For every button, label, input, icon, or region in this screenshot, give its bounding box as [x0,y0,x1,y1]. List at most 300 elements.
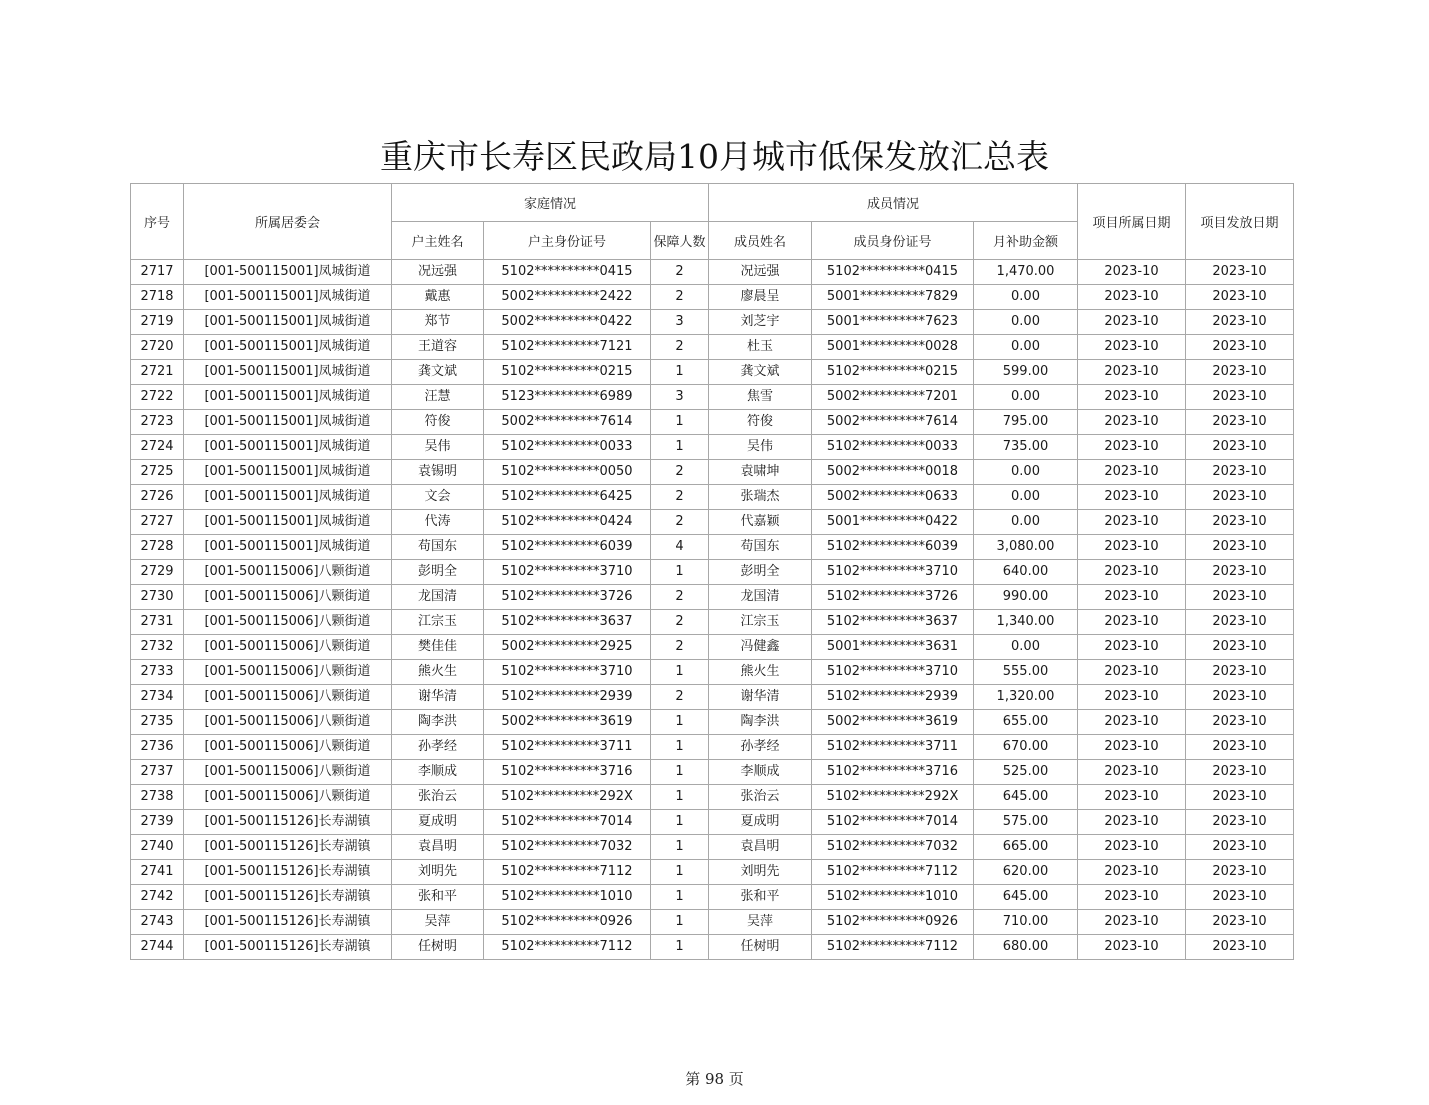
cell-member-name: 袁昌明 [709,835,812,860]
cell-item-date: 2023-10 [1078,460,1186,485]
cell-member-id: 5102**********6039 [812,535,974,560]
table-row [131,285,1294,310]
cell-issue-date: 2023-10 [1186,435,1294,460]
cell-item-date: 2023-10 [1078,610,1186,635]
cell-committee: [001-500115001]凤城街道 [184,435,392,460]
cell-covered: 2 [651,285,709,310]
cell-head-name: 吴伟 [392,435,484,460]
cell-covered: 2 [651,510,709,535]
cell-covered: 1 [651,760,709,785]
cell-issue-date: 2023-10 [1186,535,1294,560]
cell-seq: 2726 [131,485,184,510]
cell-covered: 1 [651,885,709,910]
cell-head-id: 5102**********0033 [484,435,651,460]
cell-issue-date: 2023-10 [1186,835,1294,860]
cell-seq: 2729 [131,560,184,585]
cell-head-id: 5002**********7614 [484,410,651,435]
cell-item-date: 2023-10 [1078,735,1186,760]
cell-member-name: 冯健鑫 [709,635,812,660]
cell-seq: 2731 [131,610,184,635]
cell-head-id: 5002**********3619 [484,710,651,735]
table-row [131,860,1294,885]
cell-seq: 2736 [131,735,184,760]
cell-item-date: 2023-10 [1078,810,1186,835]
cell-item-date: 2023-10 [1078,585,1186,610]
table-row [131,935,1294,960]
cell-issue-date: 2023-10 [1186,485,1294,510]
cell-committee: [001-500115006]八颗街道 [184,635,392,660]
cell-covered: 2 [651,685,709,710]
cell-seq: 2717 [131,260,184,285]
cell-subsidy: 575.00 [974,810,1078,835]
cell-issue-date: 2023-10 [1186,735,1294,760]
cell-head-name: 况远强 [392,260,484,285]
cell-member-id: 5001**********3631 [812,635,974,660]
cell-committee: [001-500115001]凤城街道 [184,310,392,335]
cell-head-id: 5102**********6039 [484,535,651,560]
cell-member-id: 5102**********0033 [812,435,974,460]
cell-committee: [001-500115001]凤城街道 [184,510,392,535]
cell-member-id: 5102**********3711 [812,735,974,760]
cell-seq: 2719 [131,310,184,335]
cell-head-name: 李顺成 [392,760,484,785]
cell-member-name: 李顺成 [709,760,812,785]
cell-head-name: 熊火生 [392,660,484,685]
table-row [131,360,1294,385]
cell-seq: 2737 [131,760,184,785]
cell-subsidy: 735.00 [974,435,1078,460]
cell-seq: 2718 [131,285,184,310]
cell-committee: [001-500115126]长寿湖镇 [184,860,392,885]
cell-head-name: 王道容 [392,335,484,360]
cell-seq: 2723 [131,410,184,435]
cell-issue-date: 2023-10 [1186,760,1294,785]
page-title: 重庆市长寿区民政局10月城市低保发放汇总表 [380,137,1049,176]
cell-item-date: 2023-10 [1078,510,1186,535]
cell-head-name: 彭明全 [392,560,484,585]
cell-subsidy: 0.00 [974,385,1078,410]
table-row [131,885,1294,910]
cell-committee: [001-500115001]凤城街道 [184,360,392,385]
cell-subsidy: 3,080.00 [974,535,1078,560]
cell-item-date: 2023-10 [1078,360,1186,385]
cell-member-id: 5001**********7623 [812,310,974,335]
header-family-group: 家庭情况 [392,184,709,222]
cell-head-name: 樊佳佳 [392,635,484,660]
header-head-name: 户主姓名 [392,222,484,260]
cell-head-id: 5002**********2422 [484,285,651,310]
cell-seq: 2732 [131,635,184,660]
cell-committee: [001-500115006]八颗街道 [184,585,392,610]
cell-head-id: 5102**********3726 [484,585,651,610]
cell-member-name: 廖晨呈 [709,285,812,310]
cell-covered: 1 [651,660,709,685]
table-row [131,835,1294,860]
cell-member-name: 张和平 [709,885,812,910]
cell-item-date: 2023-10 [1078,860,1186,885]
header-member-group: 成员情况 [709,184,1078,222]
cell-member-id: 5102**********3716 [812,760,974,785]
cell-item-date: 2023-10 [1078,310,1186,335]
header-head-id: 户主身份证号 [484,222,651,260]
cell-covered: 1 [651,860,709,885]
cell-head-id: 5102**********3637 [484,610,651,635]
table-row [131,560,1294,585]
cell-subsidy: 640.00 [974,560,1078,585]
cell-head-id: 5102**********0415 [484,260,651,285]
cell-member-id: 5001**********0422 [812,510,974,535]
cell-item-date: 2023-10 [1078,260,1186,285]
cell-committee: [001-500115006]八颗街道 [184,785,392,810]
cell-committee: [001-500115001]凤城街道 [184,460,392,485]
cell-issue-date: 2023-10 [1186,385,1294,410]
cell-head-id: 5102**********7121 [484,335,651,360]
cell-head-name: 张和平 [392,885,484,910]
cell-committee: [001-500115001]凤城街道 [184,335,392,360]
table-row [131,435,1294,460]
cell-issue-date: 2023-10 [1186,710,1294,735]
cell-seq: 2727 [131,510,184,535]
cell-head-name: 代涛 [392,510,484,535]
table-row [131,685,1294,710]
cell-committee: [001-500115126]长寿湖镇 [184,835,392,860]
cell-member-id: 5001**********7829 [812,285,974,310]
table-row [131,660,1294,685]
cell-committee: [001-500115001]凤城街道 [184,485,392,510]
cell-member-id: 5002**********3619 [812,710,974,735]
cell-seq: 2738 [131,785,184,810]
cell-head-id: 5102**********3710 [484,660,651,685]
cell-subsidy: 599.00 [974,360,1078,385]
cell-member-name: 刘明先 [709,860,812,885]
cell-head-name: 袁昌明 [392,835,484,860]
cell-seq: 2720 [131,335,184,360]
cell-seq: 2730 [131,585,184,610]
cell-head-id: 5102**********7014 [484,810,651,835]
cell-head-id: 5102**********0050 [484,460,651,485]
cell-member-id: 5102**********3710 [812,660,974,685]
cell-item-date: 2023-10 [1078,635,1186,660]
table-row [131,510,1294,535]
table-row [131,585,1294,610]
cell-seq: 2744 [131,935,184,960]
cell-head-id: 5102**********292X [484,785,651,810]
cell-covered: 1 [651,785,709,810]
cell-head-name: 苟国东 [392,535,484,560]
cell-seq: 2735 [131,710,184,735]
cell-issue-date: 2023-10 [1186,685,1294,710]
cell-member-id: 5102**********292X [812,785,974,810]
cell-subsidy: 645.00 [974,785,1078,810]
cell-member-name: 龙国清 [709,585,812,610]
cell-issue-date: 2023-10 [1186,410,1294,435]
cell-head-name: 龚文斌 [392,360,484,385]
cell-head-name: 吴萍 [392,910,484,935]
cell-committee: [001-500115126]长寿湖镇 [184,810,392,835]
cell-subsidy: 0.00 [974,510,1078,535]
cell-head-name: 孙孝经 [392,735,484,760]
cell-member-id: 5102**********0215 [812,360,974,385]
cell-subsidy: 0.00 [974,635,1078,660]
cell-subsidy: 0.00 [974,285,1078,310]
cell-head-id: 5102**********3710 [484,560,651,585]
cell-head-name: 戴惠 [392,285,484,310]
cell-subsidy: 655.00 [974,710,1078,735]
cell-issue-date: 2023-10 [1186,935,1294,960]
cell-member-id: 5102**********7112 [812,860,974,885]
cell-subsidy: 525.00 [974,760,1078,785]
cell-covered: 2 [651,335,709,360]
cell-covered: 2 [651,260,709,285]
cell-member-id: 5102**********1010 [812,885,974,910]
cell-head-id: 5102**********3711 [484,735,651,760]
cell-covered: 1 [651,910,709,935]
cell-member-id: 5102**********0926 [812,910,974,935]
cell-seq: 2721 [131,360,184,385]
cell-member-name: 谢华清 [709,685,812,710]
cell-seq: 2734 [131,685,184,710]
cell-seq: 2728 [131,535,184,560]
cell-issue-date: 2023-10 [1186,335,1294,360]
cell-issue-date: 2023-10 [1186,585,1294,610]
cell-seq: 2742 [131,885,184,910]
cell-issue-date: 2023-10 [1186,285,1294,310]
cell-member-name: 彭明全 [709,560,812,585]
table-row [131,460,1294,485]
cell-issue-date: 2023-10 [1186,885,1294,910]
header-seq: 序号 [131,184,184,260]
cell-seq: 2724 [131,435,184,460]
cell-member-name: 熊火生 [709,660,812,685]
cell-member-id: 5102**********7014 [812,810,974,835]
cell-member-id: 5102**********7112 [812,935,974,960]
table-row [131,635,1294,660]
cell-subsidy: 645.00 [974,885,1078,910]
cell-subsidy: 665.00 [974,835,1078,860]
cell-head-id: 5102**********6425 [484,485,651,510]
cell-covered: 1 [651,835,709,860]
cell-item-date: 2023-10 [1078,485,1186,510]
page-number: 第 98 页 [685,1070,744,1088]
table-row [131,260,1294,285]
table-row [131,335,1294,360]
cell-item-date: 2023-10 [1078,335,1186,360]
cell-subsidy: 555.00 [974,660,1078,685]
header-item-date: 项目所属日期 [1078,184,1186,260]
cell-item-date: 2023-10 [1078,435,1186,460]
cell-member-id: 5002**********0018 [812,460,974,485]
cell-head-name: 夏成明 [392,810,484,835]
cell-member-name: 刘芝宇 [709,310,812,335]
cell-head-id: 5102**********0926 [484,910,651,935]
cell-subsidy: 795.00 [974,410,1078,435]
header-committee: 所属居委会 [184,184,392,260]
cell-head-name: 汪慧 [392,385,484,410]
cell-seq: 2725 [131,460,184,485]
cell-subsidy: 620.00 [974,860,1078,885]
cell-head-id: 5102**********3716 [484,760,651,785]
cell-issue-date: 2023-10 [1186,635,1294,660]
cell-member-name: 杜玉 [709,335,812,360]
cell-head-name: 文会 [392,485,484,510]
cell-member-id: 5002**********0633 [812,485,974,510]
cell-item-date: 2023-10 [1078,910,1186,935]
cell-committee: [001-500115001]凤城街道 [184,410,392,435]
cell-member-id: 5102**********7032 [812,835,974,860]
cell-member-name: 吴伟 [709,435,812,460]
cell-covered: 1 [651,560,709,585]
cell-member-id: 5102**********3710 [812,560,974,585]
cell-item-date: 2023-10 [1078,885,1186,910]
cell-issue-date: 2023-10 [1186,785,1294,810]
cell-covered: 1 [651,935,709,960]
cell-seq: 2741 [131,860,184,885]
cell-member-name: 况远强 [709,260,812,285]
cell-head-name: 郑节 [392,310,484,335]
cell-member-id: 5002**********7201 [812,385,974,410]
cell-issue-date: 2023-10 [1186,310,1294,335]
cell-item-date: 2023-10 [1078,710,1186,735]
cell-subsidy: 0.00 [974,485,1078,510]
cell-seq: 2740 [131,835,184,860]
cell-member-name: 吴萍 [709,910,812,935]
header-member-id: 成员身份证号 [812,222,974,260]
cell-item-date: 2023-10 [1078,385,1186,410]
cell-seq: 2733 [131,660,184,685]
table-row [131,810,1294,835]
cell-subsidy: 1,320.00 [974,685,1078,710]
cell-member-name: 袁啸坤 [709,460,812,485]
cell-item-date: 2023-10 [1078,285,1186,310]
cell-head-name: 张治云 [392,785,484,810]
cell-head-id: 5123**********6989 [484,385,651,410]
cell-covered: 1 [651,710,709,735]
cell-committee: [001-500115126]长寿湖镇 [184,935,392,960]
cell-head-id: 5102**********7112 [484,860,651,885]
table-row [131,760,1294,785]
table-row [131,735,1294,760]
cell-committee: [001-500115126]长寿湖镇 [184,885,392,910]
cell-member-name: 任树明 [709,935,812,960]
cell-member-name: 龚文斌 [709,360,812,385]
cell-head-name: 任树明 [392,935,484,960]
cell-head-name: 龙国清 [392,585,484,610]
cell-covered: 4 [651,535,709,560]
cell-committee: [001-500115006]八颗街道 [184,660,392,685]
cell-covered: 2 [651,460,709,485]
table-row [131,910,1294,935]
cell-head-name: 刘明先 [392,860,484,885]
cell-member-id: 5102**********3637 [812,610,974,635]
cell-subsidy: 670.00 [974,735,1078,760]
cell-member-name: 张治云 [709,785,812,810]
subsidy-table [130,183,1294,960]
cell-item-date: 2023-10 [1078,535,1186,560]
cell-head-id: 5002**********2925 [484,635,651,660]
cell-item-date: 2023-10 [1078,785,1186,810]
cell-issue-date: 2023-10 [1186,260,1294,285]
header-issue-date: 项目发放日期 [1186,184,1294,260]
cell-member-name: 陶李洪 [709,710,812,735]
cell-head-name: 江宗玉 [392,610,484,635]
cell-issue-date: 2023-10 [1186,860,1294,885]
cell-head-id: 5102**********7032 [484,835,651,860]
table-row [131,385,1294,410]
cell-covered: 2 [651,585,709,610]
cell-committee: [001-500115006]八颗街道 [184,735,392,760]
cell-subsidy: 710.00 [974,910,1078,935]
cell-covered: 1 [651,735,709,760]
cell-head-id: 5102**********0215 [484,360,651,385]
cell-member-name: 焦雪 [709,385,812,410]
cell-head-id: 5102**********1010 [484,885,651,910]
cell-head-id: 5102**********0424 [484,510,651,535]
cell-head-name: 谢华清 [392,685,484,710]
cell-subsidy: 1,470.00 [974,260,1078,285]
cell-member-name: 夏成明 [709,810,812,835]
cell-covered: 1 [651,410,709,435]
cell-item-date: 2023-10 [1078,685,1186,710]
cell-subsidy: 0.00 [974,335,1078,360]
cell-committee: [001-500115006]八颗街道 [184,710,392,735]
cell-member-name: 符俊 [709,410,812,435]
cell-subsidy: 990.00 [974,585,1078,610]
cell-committee: [001-500115001]凤城街道 [184,260,392,285]
table-row [131,485,1294,510]
cell-seq: 2743 [131,910,184,935]
cell-item-date: 2023-10 [1078,660,1186,685]
cell-committee: [001-500115001]凤城街道 [184,385,392,410]
cell-seq: 2722 [131,385,184,410]
cell-subsidy: 1,340.00 [974,610,1078,635]
cell-member-name: 江宗玉 [709,610,812,635]
cell-head-name: 陶李洪 [392,710,484,735]
cell-covered: 3 [651,310,709,335]
table-row [131,610,1294,635]
cell-issue-date: 2023-10 [1186,660,1294,685]
cell-committee: [001-500115126]长寿湖镇 [184,910,392,935]
cell-covered: 2 [651,635,709,660]
cell-issue-date: 2023-10 [1186,360,1294,385]
table-row [131,785,1294,810]
cell-committee: [001-500115001]凤城街道 [184,535,392,560]
cell-covered: 1 [651,810,709,835]
table-row [131,410,1294,435]
table-body [131,260,1294,960]
cell-head-id: 5102**********7112 [484,935,651,960]
cell-subsidy: 680.00 [974,935,1078,960]
cell-item-date: 2023-10 [1078,560,1186,585]
cell-item-date: 2023-10 [1078,760,1186,785]
cell-issue-date: 2023-10 [1186,610,1294,635]
cell-issue-date: 2023-10 [1186,810,1294,835]
cell-issue-date: 2023-10 [1186,910,1294,935]
cell-committee: [001-500115006]八颗街道 [184,610,392,635]
cell-seq: 2739 [131,810,184,835]
cell-subsidy: 0.00 [974,460,1078,485]
cell-member-id: 5102**********2939 [812,685,974,710]
cell-item-date: 2023-10 [1078,410,1186,435]
table-row [131,535,1294,560]
cell-head-name: 符俊 [392,410,484,435]
cell-head-name: 袁锡明 [392,460,484,485]
cell-item-date: 2023-10 [1078,835,1186,860]
header-member-name: 成员姓名 [709,222,812,260]
table-row [131,710,1294,735]
cell-committee: [001-500115001]凤城街道 [184,285,392,310]
cell-head-id: 5102**********2939 [484,685,651,710]
table-header [131,184,1294,260]
